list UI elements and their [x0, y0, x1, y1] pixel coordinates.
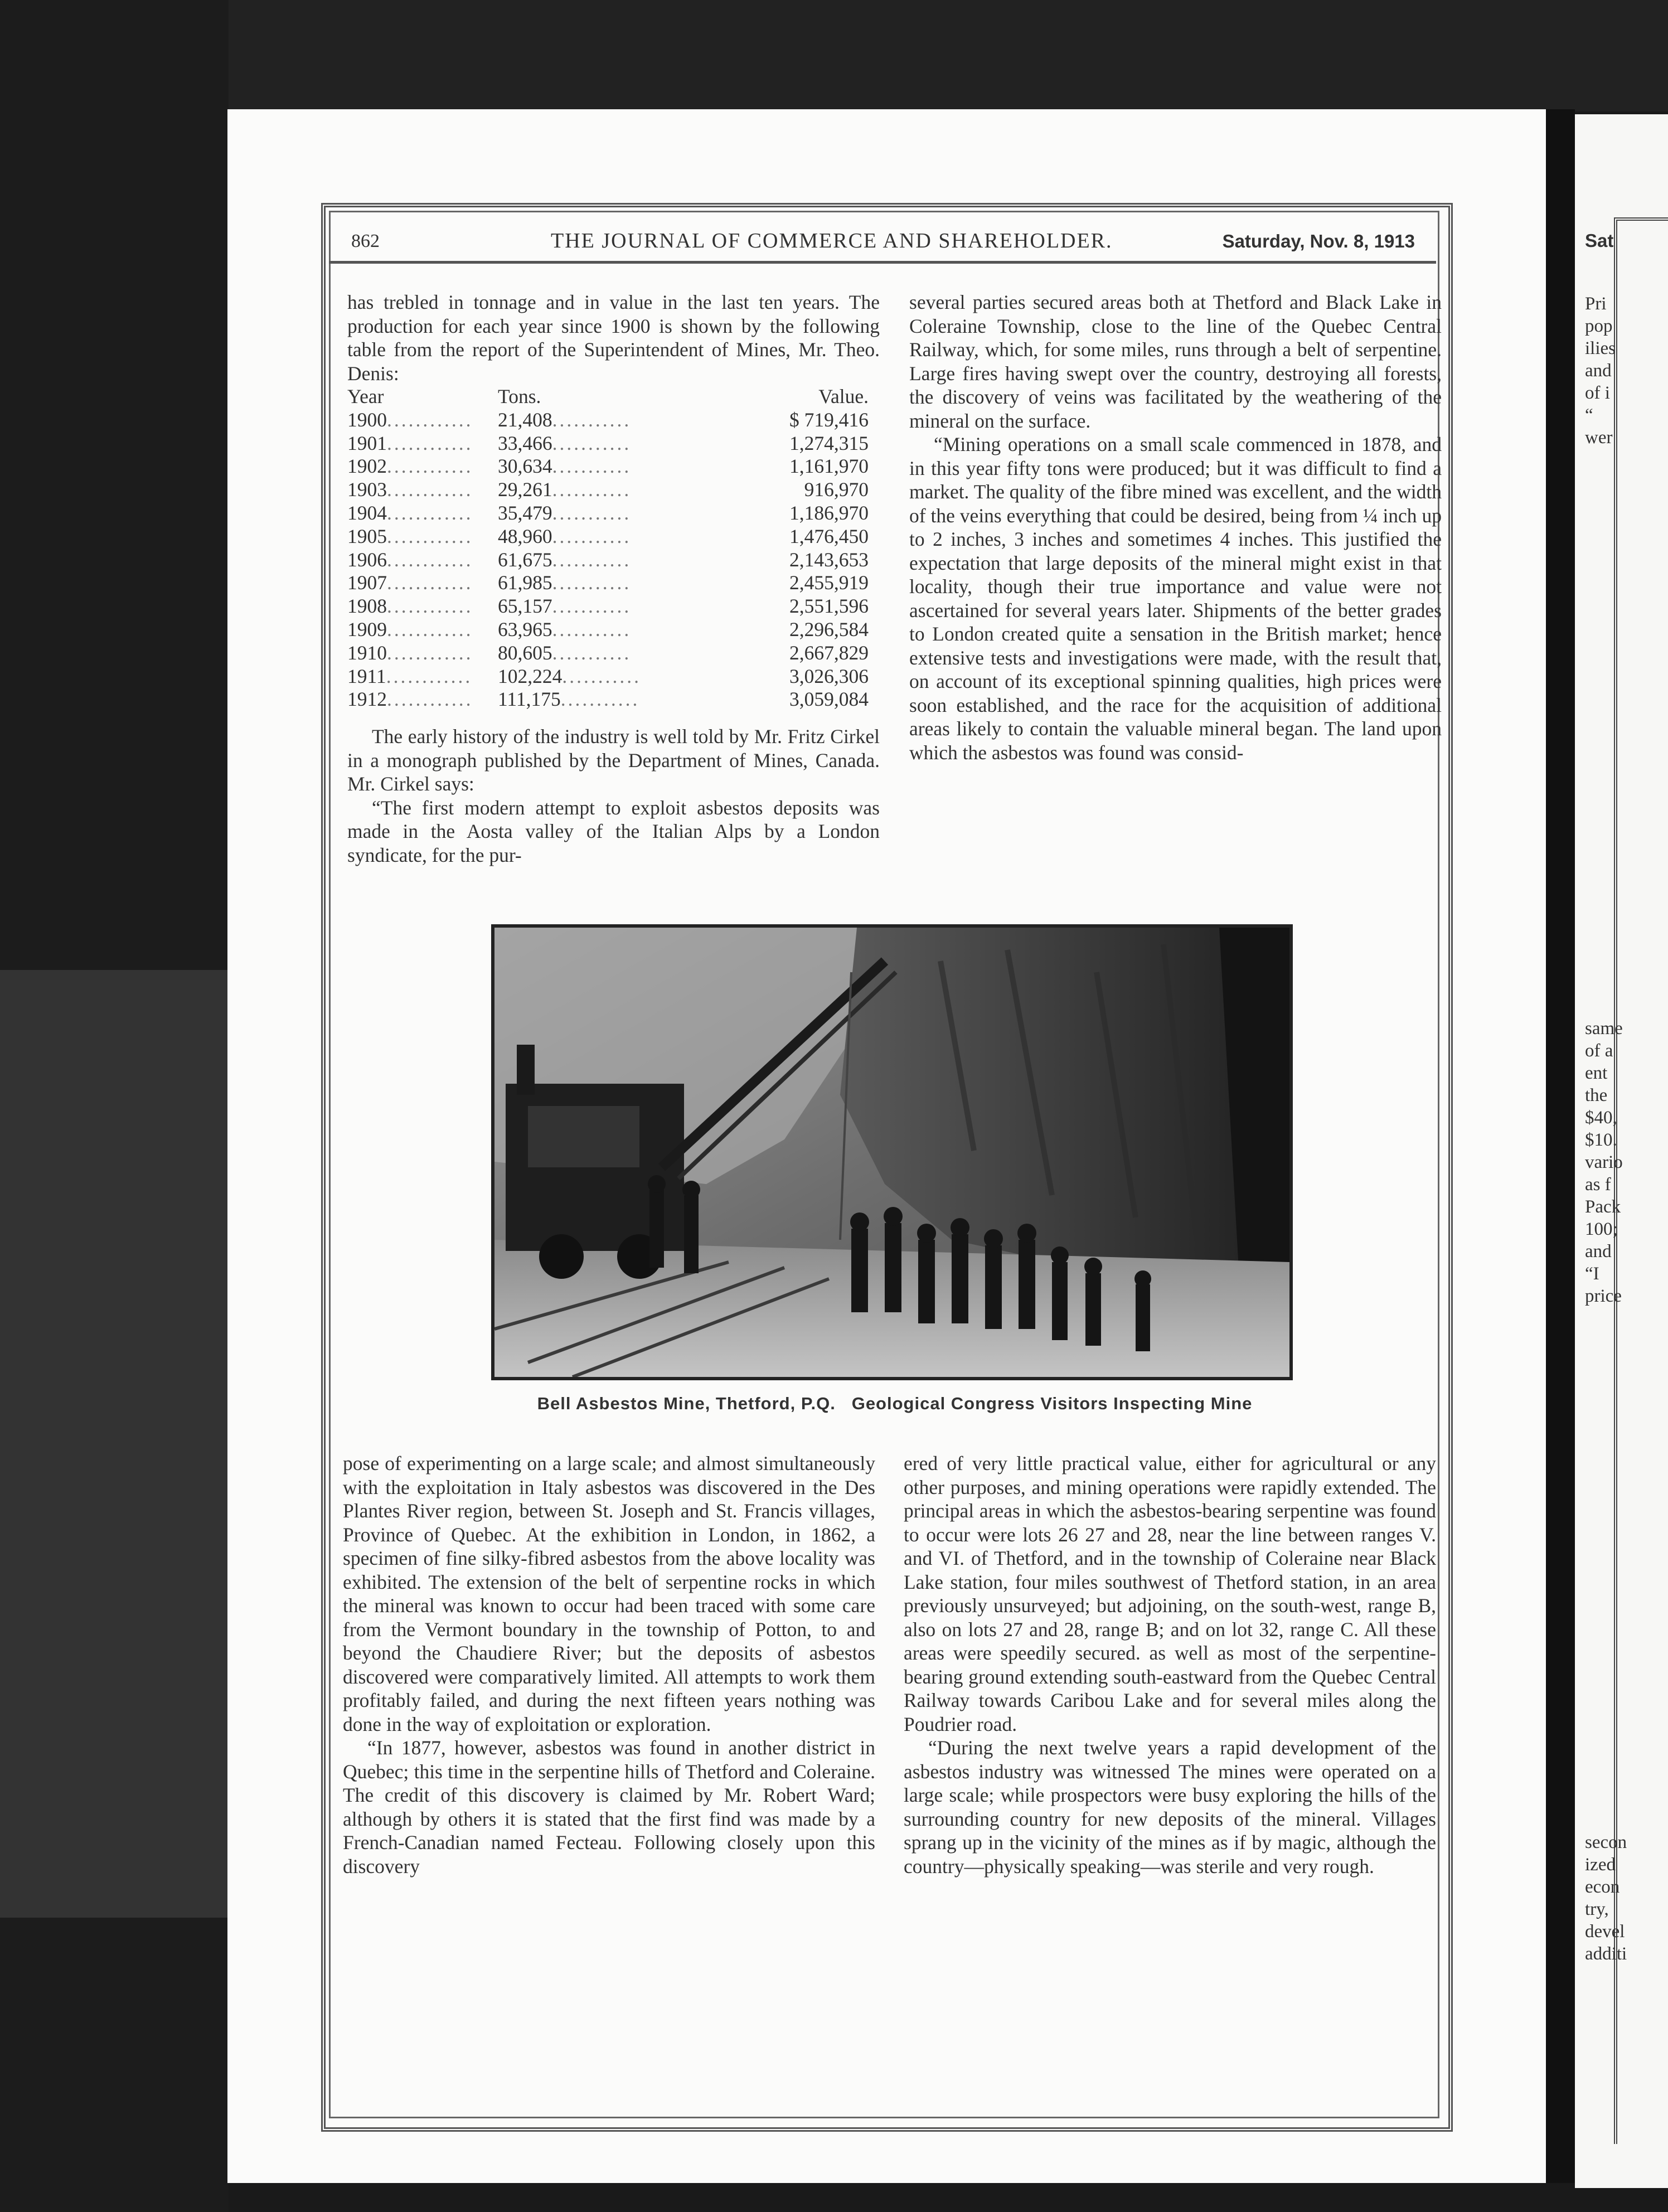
journal-page — [227, 109, 1546, 2183]
paragraph: ered of very little practical value, either for agricultural or any other purposes, and mining operations were rapidly extended. The principal areas in which the asbestos-bearing serpentine was found to occur were lots 26 27 and 28, near the line between ranges V. and VI. of Thetford, and in the township of Coleraine near Black Lake station, four miles southwest of Thetford station, in an area previously unsurveyed; but adjoining, on the south-west, range B, also on lots 27 and 28, range B; and on lot 32, range C. All these areas were speedily secured. as well as most of the serpentine-bearing ground extending south-eastward from the Quebec Central Railway towards Caribou Lake and for several miles along the Poudrier road. — [904, 1452, 1436, 1735]
leader-dots: ........... — [552, 408, 632, 431]
leader-dots: ............ — [387, 501, 473, 524]
adjacent-text-fragment: of a — [1585, 1041, 1613, 1061]
tons-cell — [476, 549, 721, 572]
tons-value: 102,224 — [498, 664, 563, 687]
tons-value: 29,261 — [498, 478, 552, 501]
tons-cell — [476, 642, 721, 665]
adjacent-text-fragment: “I — [1585, 1264, 1599, 1284]
tons-value: 21,408 — [498, 408, 552, 431]
tons-cell — [476, 688, 721, 711]
adjacent-page-text-top — [1585, 293, 1616, 449]
leader-dots: ........... — [560, 688, 640, 711]
year-cell: 1901............ — [347, 431, 473, 454]
leader-dots: ........... — [552, 431, 632, 454]
page-header — [339, 226, 1432, 260]
tons-value: 48,960 — [498, 525, 552, 547]
year-cell: 1908............ — [347, 595, 473, 618]
scan-background-band — [0, 970, 229, 1918]
table-row — [347, 549, 880, 572]
tons-value: 65,157 — [498, 595, 552, 618]
leader-dots: ............ — [387, 688, 473, 711]
adjacent-text-fragment: additi — [1585, 1944, 1627, 1964]
adjacent-page-text-middle — [1585, 1017, 1623, 1307]
journal-title: THE JOURNAL OF COMMERCE AND SHAREHOLDER. — [551, 229, 1113, 253]
leader-dots: ........... — [562, 664, 641, 687]
column-bottom-left — [343, 1452, 875, 1878]
year-cell: 1903............ — [347, 478, 473, 501]
year-cell: 1912............ — [347, 688, 473, 711]
scan-background-top — [0, 0, 1668, 111]
adjacent-text-fragment: econ — [1585, 1877, 1620, 1897]
header-rule — [329, 261, 1436, 264]
table-row — [347, 665, 880, 688]
value-cell: 916,970 — [804, 478, 869, 501]
tons-value: 63,965 — [498, 618, 552, 641]
leader-dots: ............ — [387, 548, 473, 571]
value-cell: 3,026,306 — [789, 664, 869, 687]
year-cell: 1906............ — [347, 548, 473, 571]
tons-cell — [476, 478, 721, 502]
leader-dots: ............ — [387, 618, 473, 641]
tons-cell — [476, 455, 721, 478]
table-row — [347, 525, 880, 549]
leader-dots: ............ — [387, 525, 473, 547]
adjacent-page-header: Sat — [1585, 230, 1614, 251]
paragraph: pose of experimenting on a large scale; and almost simultaneously with the exploitation in Italy asbestos was discovered in the Des Plantes River region, between St. Joseph and St. Francis villages, Province of Quebec. At the exhibition in London, in 1862, a specimen of fine silky-fibred asbestos from the above locality was exhibited. The extension of the belt of serpentine rocks in which the mineral was known to occur had been traced with some care from the Vermont boundary in the township of Potton, to and beyond the Chaudiere River; but the deposits of asbestos discovered were comparatively limited. All attempts to work them profitably failed, and during the next fifteen years nothing was done in the way of exploitation or exploration. — [343, 1452, 875, 1735]
value-cell: 3,059,084 — [789, 688, 869, 711]
leader-dots: ............ — [387, 408, 473, 431]
adjacent-text-fragment: “ — [1585, 405, 1593, 425]
value-cell: 2,296,584 — [789, 618, 869, 641]
leader-dots: ........... — [552, 618, 632, 641]
tons-value: 111,175 — [498, 688, 561, 711]
adjacent-text-fragment: and — [1585, 1241, 1612, 1262]
leader-dots: ........... — [552, 595, 632, 618]
leader-dots: ........... — [552, 478, 632, 501]
adjacent-text-fragment: $40, — [1585, 1108, 1617, 1128]
table-row — [347, 502, 880, 525]
leader-dots: ........... — [552, 641, 632, 664]
year-cell: 1905............ — [347, 525, 473, 547]
leader-dots: ........... — [552, 571, 632, 594]
photograph-illustration — [494, 928, 1289, 1377]
paragraph: The early history of the industry is well told by Mr. Fritz Cirkel in a monograph published by the Department of Mines, Canada. Mr. Cirkel says: — [347, 725, 880, 795]
value-cell: 2,667,829 — [789, 641, 869, 664]
tons-cell — [476, 665, 721, 688]
adjacent-text-fragment: Pack — [1585, 1197, 1621, 1217]
table-row — [347, 409, 880, 432]
leader-dots: ............ — [387, 595, 473, 618]
adjacent-text-fragment: same — [1585, 1018, 1623, 1039]
tons-cell — [476, 571, 721, 595]
adjacent-text-fragment: devel — [1585, 1922, 1625, 1942]
adjacent-text-fragment: wer — [1585, 428, 1613, 448]
mine-photograph — [491, 924, 1293, 1380]
year-cell: 1909............ — [347, 618, 473, 641]
value-cell: 1,476,450 — [789, 525, 869, 547]
paragraph: has trebled in tonnage and in value in the last ten years. The production for each year since 1900 is shown by the following table from the report of the Superintendent of Mines, Mr. Theo. Denis: — [347, 291, 880, 385]
column-header-year: Year — [347, 385, 384, 408]
year-cell: 1902............ — [347, 455, 473, 478]
value-cell: 2,455,919 — [789, 571, 869, 594]
tons-cell — [476, 409, 721, 432]
table-row — [347, 595, 880, 618]
adjacent-text-fragment: as f — [1585, 1175, 1611, 1195]
column-header-value: Value. — [818, 385, 869, 408]
adjacent-text-fragment: ent — [1585, 1063, 1608, 1083]
adjacent-text-fragment: the — [1585, 1085, 1608, 1105]
table-row — [347, 642, 880, 665]
tons-cell — [476, 595, 721, 618]
adjacent-text-fragment: vario — [1585, 1152, 1623, 1172]
adjacent-text-fragment: price — [1585, 1286, 1622, 1306]
tons-cell — [476, 432, 721, 455]
tons-cell — [476, 618, 721, 642]
leader-dots: ............ — [387, 455, 473, 478]
column-bottom-right — [904, 1452, 1436, 1878]
paragraph: “The first modern attempt to exploit asbestos deposits was made in the Aosta valley of the Italian Alps by a London syndicate, for the pur- — [347, 796, 880, 866]
paragraph: “Mining operations on a small scale commenced in 1878, and in this year fifty tons were produced; but it was difficult to find a market. The quality of the fibre mined was excellent, and the width of the veins everything that could be desired, being from ¼ inch up to 2 inches, 3 inches and sometimes 4 inches. This justified the expectation that large deposits of the mineral might exist in that locality, though their true importance and value were not ascertained for several years later. Shipments of the better grades to London created quite a sensation in the British market; hence extensive tests and investigations were made, with the result that, on account of its exceptional spinning qualities, high prices were soon established, and the race for the acquisition of additional areas likely to contain the valuable mineral began. The land upon which the asbestos was found was consid- — [909, 433, 1442, 764]
adjacent-text-fragment: ilies — [1585, 338, 1616, 358]
column-top-left — [347, 290, 880, 867]
leader-dots: ............ — [387, 571, 473, 594]
leader-dots: ............ — [387, 478, 473, 501]
adjacent-text-fragment: ized — [1585, 1855, 1616, 1875]
column-top-right — [909, 290, 1442, 764]
year-cell: 1904............ — [347, 501, 473, 524]
year-cell: 1900............ — [347, 408, 473, 431]
production-table — [347, 385, 880, 711]
table-row — [347, 432, 880, 455]
tons-cell — [476, 502, 721, 525]
leader-dots: ........... — [552, 501, 632, 524]
table-row — [347, 478, 880, 502]
leader-dots: ............ — [387, 431, 473, 454]
adjacent-page-text-bottom — [1585, 1831, 1627, 1965]
paragraph: several parties secured areas both at Thetford and Black Lake in Coleraine Township, close to the line of the Quebec Central Railway, which, for some miles, runs through a belt of serpentine. Large fires having swept over the country, destroying all forests, the discovery of veins was facilitated by the weathering of the mineral on the surface. — [909, 291, 1442, 432]
value-cell: 1,161,970 — [789, 455, 869, 478]
adjacent-text-fragment: pop — [1585, 316, 1613, 336]
table-row — [347, 455, 880, 478]
value-cell: 1,186,970 — [789, 501, 869, 524]
tons-value: 33,466 — [498, 431, 552, 454]
page-number: 862 — [351, 231, 380, 251]
paragraph: “In 1877, however, asbestos was found in another district in Quebec; this time in the serpentine hills of Thetford and Coleraine. The credit of this discovery is claimed by Mr. Robert Ward; although by others it is stated that the first find was made by a French-Canadian named Fecteau. Following closely upon this discovery — [343, 1736, 875, 1878]
value-cell: 2,551,596 — [789, 595, 869, 618]
tons-value: 61,675 — [498, 548, 552, 571]
adjacent-text-fragment: 100; — [1585, 1219, 1618, 1239]
table-row — [347, 618, 880, 642]
tons-value: 35,479 — [498, 501, 552, 524]
value-cell: $ 719,416 — [789, 408, 869, 431]
tons-cell — [476, 525, 721, 549]
value-cell: 2,143,653 — [789, 548, 869, 571]
value-cell: 1,274,315 — [789, 431, 869, 454]
tons-value: 61,985 — [498, 571, 552, 594]
year-cell: 1911............ — [347, 664, 473, 687]
leader-dots: ............ — [387, 641, 473, 664]
adjacent-text-fragment: and — [1585, 361, 1612, 381]
leader-dots: ............ — [386, 664, 473, 687]
year-cell: 1907............ — [347, 571, 473, 594]
book-gutter — [1546, 109, 1575, 2183]
adjacent-text-fragment: secon — [1585, 1832, 1627, 1852]
issue-date: Saturday, Nov. 8, 1913 — [1222, 231, 1415, 251]
column-header-tons: Tons. — [498, 385, 541, 408]
photo-caption: Bell Asbestos Mine, Thetford, P.Q. Geological Congress Visitors Inspecting Mine — [537, 1394, 1253, 1413]
paragraph: “During the next twelve years a rapid development of the asbestos industry was witnessed The mines were operated on a large scale; while prospectors were busy exploring the hills of the surrounding country for new deposits of the mineral. Villages sprang up in the vicinity of the mines as if by magic, although the country—physically speaking—was sterile and very rough. — [904, 1736, 1436, 1878]
tons-value: 80,605 — [498, 641, 552, 664]
adjacent-text-fragment: Pri — [1585, 294, 1607, 314]
adjacent-text-fragment: $10. — [1585, 1130, 1617, 1150]
adjacent-text-fragment: of i — [1585, 383, 1610, 403]
leader-dots: ........... — [552, 525, 632, 547]
adjacent-text-fragment: try, — [1585, 1899, 1609, 1919]
table-row — [347, 571, 880, 595]
table-row — [347, 688, 880, 711]
year-cell: 1910............ — [347, 641, 473, 664]
leader-dots: ........... — [552, 455, 632, 478]
leader-dots: ........... — [552, 548, 632, 571]
tons-value: 30,634 — [498, 455, 552, 478]
table-header-row — [347, 385, 880, 409]
